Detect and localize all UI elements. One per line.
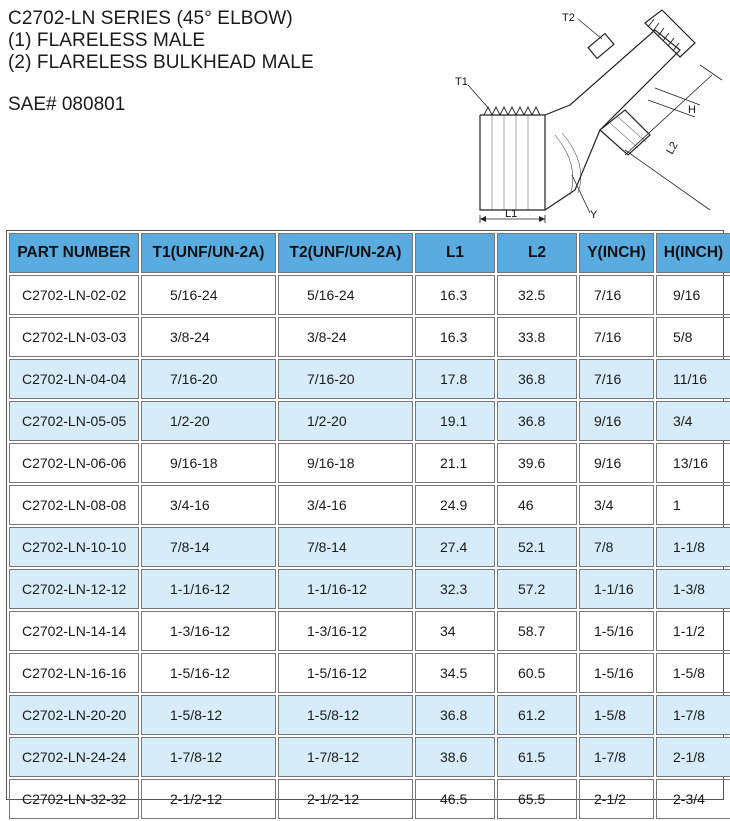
table-cell: 2-3/4: [656, 779, 730, 819]
table-row: [9, 737, 730, 777]
spec-table: [7, 231, 730, 821]
table-cell: 33.8: [497, 317, 577, 357]
table-cell: 7/16: [579, 317, 654, 357]
fitting-bulkhead-nut: [588, 34, 614, 59]
table-cell: C2702-LN-24-24: [9, 737, 139, 777]
table-cell: 1-5/16: [579, 611, 654, 651]
table-cell: 9/16: [579, 401, 654, 441]
table-header-row: [9, 233, 730, 273]
subtitle-flareless-male: (1) FLARELESS MALE: [8, 30, 206, 51]
table-cell: 17.8: [415, 359, 495, 399]
table-cell: 1: [656, 485, 730, 525]
table-cell: 1-3/8: [656, 569, 730, 609]
table-row: [9, 317, 730, 357]
table-cell: 1-5/8-12: [278, 695, 413, 735]
table-cell: 1-1/16-12: [278, 569, 413, 609]
header-l1: L1: [415, 233, 495, 273]
fitting-diagram: [450, 5, 725, 227]
table-cell: 38.6: [415, 737, 495, 777]
table-cell: 52.1: [497, 527, 577, 567]
series-title: C2702-LN SERIES (45° ELBOW): [8, 8, 293, 29]
label-t1: T1: [455, 76, 468, 88]
label-l1: L1: [505, 208, 518, 220]
table-cell: 1-1/8: [656, 527, 730, 567]
header-part-number: PART NUMBER: [9, 233, 139, 273]
table-cell: 5/8: [656, 317, 730, 357]
table-cell: C2702-LN-04-04: [9, 359, 139, 399]
table-cell: 61.5: [497, 737, 577, 777]
table-cell: 9/16-18: [278, 443, 413, 483]
table-cell: 9/16-18: [141, 443, 276, 483]
table-cell: 2-1/2: [579, 779, 654, 819]
table-row: [9, 779, 730, 819]
table-cell: 36.8: [497, 401, 577, 441]
table-cell: 7/16-20: [278, 359, 413, 399]
table-cell: 1-5/16-12: [278, 653, 413, 693]
table-cell: C2702-LN-06-06: [9, 443, 139, 483]
table-row: [9, 401, 730, 441]
table-cell: 1-1/16: [579, 569, 654, 609]
table-cell: C2702-LN-08-08: [9, 485, 139, 525]
table-cell: 65.5: [497, 779, 577, 819]
sae-number: SAE# 080801: [8, 94, 126, 115]
fitting-body-lower: [480, 115, 545, 210]
table-cell: 1-3/16-12: [278, 611, 413, 651]
table-cell: 1-1/2: [656, 611, 730, 651]
table-cell: C2702-LN-14-14: [9, 611, 139, 651]
table-cell: C2702-LN-32-32: [9, 779, 139, 819]
table-cell: 21.1: [415, 443, 495, 483]
spec-table-container: [6, 230, 724, 807]
header-h: H(INCH): [656, 233, 730, 273]
table-cell: 1-1/16-12: [141, 569, 276, 609]
header-t2: T2(UNF/UN-2A): [278, 233, 413, 273]
table-row: [9, 359, 730, 399]
table-cell: 36.8: [497, 359, 577, 399]
table-cell: 39.6: [497, 443, 577, 483]
table-cell: 1-5/16: [579, 653, 654, 693]
header-l2: L2: [497, 233, 577, 273]
table-cell: 1-5/16-12: [141, 653, 276, 693]
table-cell: 58.7: [497, 611, 577, 651]
fitting-upper-thread: [645, 10, 695, 57]
table-cell: 46.5: [415, 779, 495, 819]
table-cell: 3/4-16: [278, 485, 413, 525]
label-y: Y: [590, 209, 598, 221]
table-cell: 27.4: [415, 527, 495, 567]
table-cell: 9/16: [579, 443, 654, 483]
table-cell: 7/8-14: [278, 527, 413, 567]
table-cell: 5/16-24: [141, 275, 276, 315]
table-cell: 19.1: [415, 401, 495, 441]
table-cell: 34.5: [415, 653, 495, 693]
table-cell: 7/16: [579, 359, 654, 399]
table-cell: 32.3: [415, 569, 495, 609]
table-cell: C2702-LN-03-03: [9, 317, 139, 357]
header-y: Y(INCH): [579, 233, 654, 273]
table-cell: 5/16-24: [278, 275, 413, 315]
table-cell: 11/16: [656, 359, 730, 399]
table-cell: 1-7/8-12: [278, 737, 413, 777]
table-cell: 61.2: [497, 695, 577, 735]
table-cell: 1-3/16-12: [141, 611, 276, 651]
table-cell: C2702-LN-20-20: [9, 695, 139, 735]
page-header: [8, 8, 438, 116]
table-row: [9, 653, 730, 693]
fitting-hex-nut: [600, 110, 650, 155]
table-cell: 1-7/8: [656, 695, 730, 735]
table-row: [9, 569, 730, 609]
table-row: [9, 611, 730, 651]
table-row: [9, 275, 730, 315]
table-cell: C2702-LN-02-02: [9, 275, 139, 315]
subtitle-bulkhead-male: (2) FLARELESS BULKHEAD MALE: [8, 52, 314, 73]
table-cell: 16.3: [415, 317, 495, 357]
table-cell: 1-5/8-12: [141, 695, 276, 735]
table-cell: 1-5/8: [656, 653, 730, 693]
table-cell: C2702-LN-05-05: [9, 401, 139, 441]
table-cell: 1-7/8-12: [141, 737, 276, 777]
table-cell: 7/8-14: [141, 527, 276, 567]
table-cell: 3/8-24: [278, 317, 413, 357]
table-row: [9, 443, 730, 483]
table-cell: 2-1/2-12: [141, 779, 276, 819]
table-cell: 2-1/2-12: [278, 779, 413, 819]
table-cell: 7/16: [579, 275, 654, 315]
table-cell: 2-1/8: [656, 737, 730, 777]
table-cell: 3/4: [579, 485, 654, 525]
table-cell: 34: [415, 611, 495, 651]
table-cell: 60.5: [497, 653, 577, 693]
table-row: [9, 485, 730, 525]
table-cell: 7/16-20: [141, 359, 276, 399]
table-cell: 32.5: [497, 275, 577, 315]
table-cell: 1/2-20: [278, 401, 413, 441]
table-cell: 1-7/8: [579, 737, 654, 777]
table-row: [9, 527, 730, 567]
table-cell: 36.8: [415, 695, 495, 735]
table-cell: 13/16: [656, 443, 730, 483]
table-cell: 3/4-16: [141, 485, 276, 525]
label-l2: L2: [664, 139, 681, 157]
table-cell: 16.3: [415, 275, 495, 315]
table-cell: C2702-LN-12-12: [9, 569, 139, 609]
table-cell: 7/8: [579, 527, 654, 567]
table-cell: 57.2: [497, 569, 577, 609]
header-t1: T1(UNF/UN-2A): [141, 233, 276, 273]
table-cell: 1/2-20: [141, 401, 276, 441]
table-cell: C2702-LN-10-10: [9, 527, 139, 567]
table-cell: 46: [497, 485, 577, 525]
table-cell: 3/4: [656, 401, 730, 441]
table-cell: 9/16: [656, 275, 730, 315]
label-h: H: [688, 104, 696, 116]
label-t2: T2: [562, 12, 575, 24]
table-row: [9, 695, 730, 735]
table-cell: 3/8-24: [141, 317, 276, 357]
table-cell: 1-5/8: [579, 695, 654, 735]
table-cell: 24.9: [415, 485, 495, 525]
table-cell: C2702-LN-16-16: [9, 653, 139, 693]
